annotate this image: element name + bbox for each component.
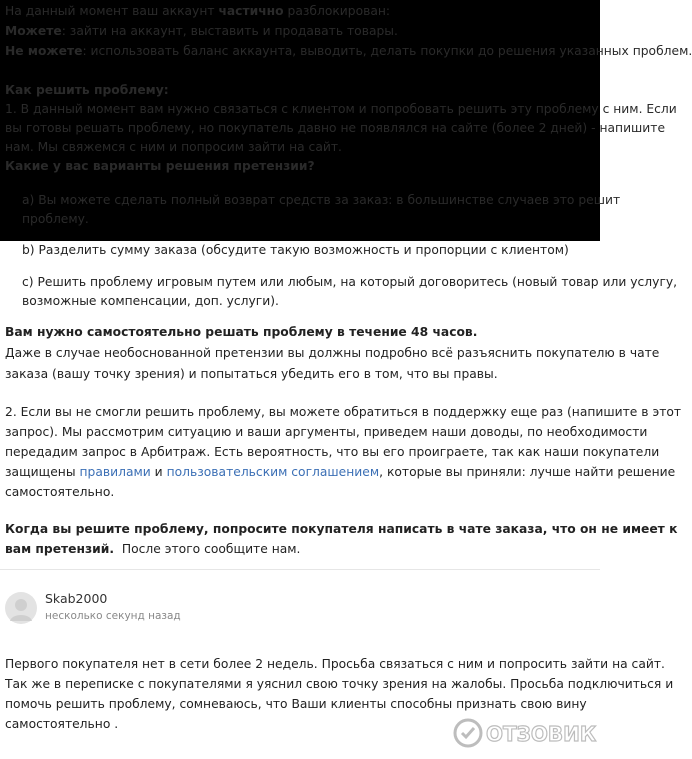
p2-line-5: самостоятельно. [5,485,115,499]
p1-line-2: вы готовы решать проблему, но покупатель давно не появлялся на сайте (более 2 дней) - напишите [5,121,666,135]
reply-line-2: Так же в переписке с покупателями я уяснил свою точку зрения на жалобы. Просьба подключиться и [5,677,674,691]
cannot-text: : использовать баланс аккаунта, выводить, делать покупки до решения указанных проблем. [82,44,692,58]
option-c-line-1: c) Решить проблему игровым путем или любым, на который договоритесь (новый товар или услугу, [22,275,678,289]
divider [0,569,600,570]
dark-info-block [0,0,692,241]
status-text: На данный момент ваш аккаунт [5,4,219,18]
cannot-label: Не можете [5,44,83,58]
final-bold-text: вам претензий. [5,542,115,556]
rules-link[interactable]: правилами [79,465,151,479]
final-bold-line-1: Когда вы решите проблему, попросите покупателя написать в чате заказа, что он не имеет к [5,522,678,536]
deadline-heading: Вам нужно самостоятельно решать проблему в течение 48 часов. [5,325,478,339]
can-text: : зайти на аккаунт, выставить и продавать товары. [61,24,398,38]
svg-text:ОТЗОВИК: ОТЗОВИК [486,722,597,746]
p2-line-4 [5,462,675,482]
status-line [5,2,390,21]
status-text-end: разблокирован: [283,4,391,18]
option-a-line-1: a) Вы можете сделать полный возврат средств за заказ: в большинстве случаев это решит [22,193,621,207]
explain-line-2: заказа (вашу точку зрения) и попытаться убедить его в том, что вы правы. [5,367,498,381]
option-c-line-2: возможные компенсации, доп. услуги). [22,294,279,308]
status-bold: частично [218,4,284,18]
user-icon [5,592,37,624]
option-b: b) Разделить сумму заказа (обсудите такую возможность и пропорции с клиентом) [22,243,569,257]
p1-line-3: нам. Мы свяжемся с ним и попросим зайти на сайт. [5,140,342,154]
p2-text-end: , которые вы приняли: лучше найти решение [379,465,676,479]
otzovik-watermark [452,715,597,751]
heading-options: Какие у вас варианты решения претензии? [5,159,315,173]
final-line-2 [5,539,300,559]
p1-line-1: 1. В данный момент вам нужно связаться с клиентом и попробовать решить эту проблему с ним. Если [5,102,677,116]
final-rest-text: После этого сообщите нам. [114,542,301,556]
otzovik-logo-icon [452,715,597,751]
reply-author[interactable]: Skab2000 [45,591,108,606]
can-line [5,22,398,41]
p2-line-3: передадим запрос в Арбитраж. Есть вероятность, что вы его проиграете, так как наши покупатели [5,445,660,459]
reply-line-1: Первого покупателя нет в сети более 2 недель. Просьба связаться с ним и попросить зайти на сайт. [5,657,665,671]
p2-text: защищены [5,465,80,479]
avatar[interactable] [5,592,37,624]
reply-line-4: самостоятельно . [5,717,119,731]
reply-time: несколько секунд назад [45,610,181,622]
option-a-line-2: проблему. [22,212,89,226]
explain-line-1: Даже в случае необоснованной претензии вы должны подробно всё разъяснить покупателю в чате [5,346,660,360]
p2-text-and: и [150,465,167,479]
heading-how: Как решить проблему: [5,83,169,97]
user-agreement-link[interactable]: пользовательским соглашением [166,465,380,479]
reply-line-3: помочь решить проблему, сомневаюсь, что Ваши клиенты способны признать свою вину [5,697,587,711]
can-label: Можете [5,24,62,38]
cannot-line [5,42,692,61]
p2-line-1: 2. Если вы не смогли решить проблему, вы можете обратиться в поддержку еще раз (напишите в этот [5,405,682,419]
p2-line-2: запрос). Мы рассмотрим ситуацию и ваши аргументы, приведем наши доводы, по необходимости [5,425,648,439]
